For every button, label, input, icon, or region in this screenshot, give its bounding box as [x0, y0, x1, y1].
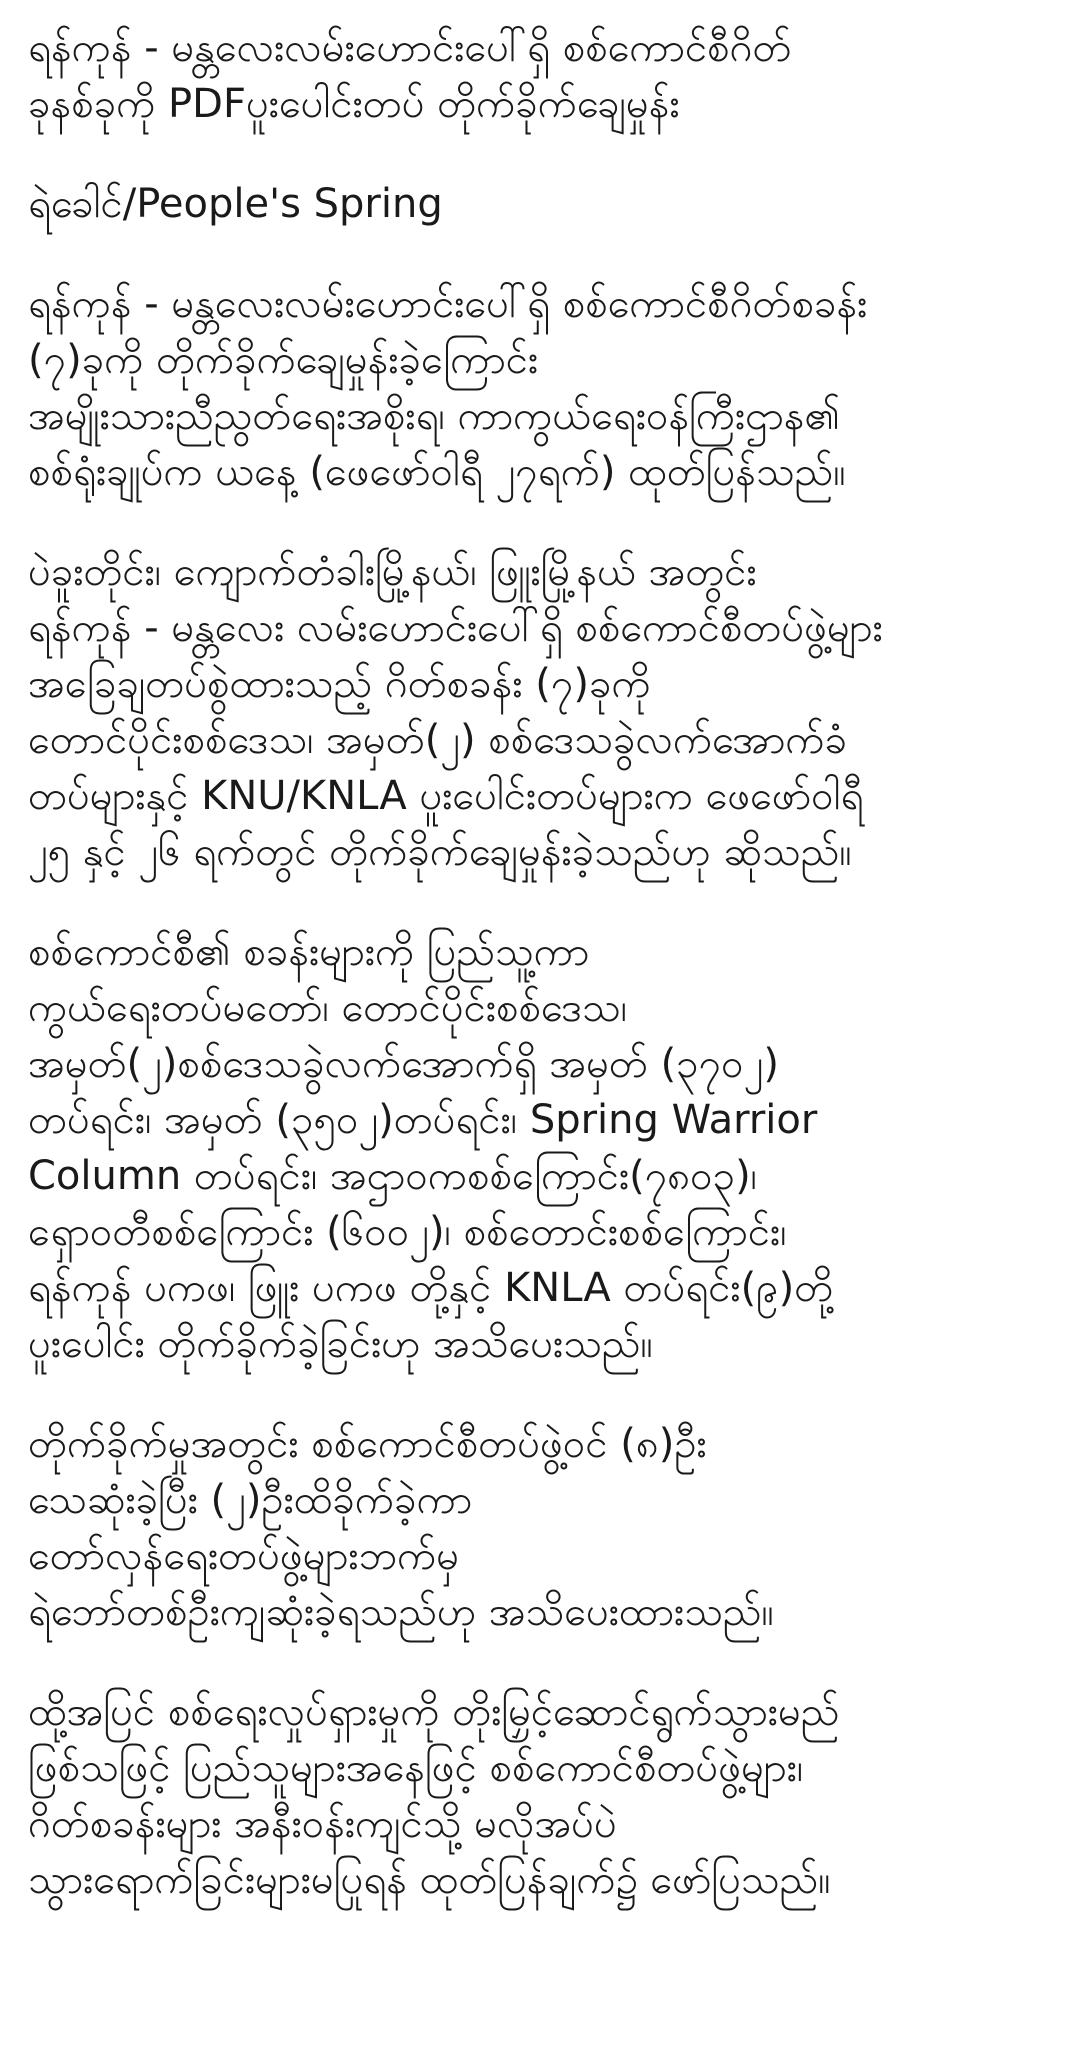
paragraph-line: ဖြစ်သဖြင့် ပြည်သူများအနေဖြင့် စစ်ကောင်စီတပ်ဖွဲ့များ၊ [28, 1745, 804, 1791]
paragraph-line: ကွယ်ရေးတပ်မတော်၊ တောင်ပိုင်းစစ်ဒေသ၊ [28, 985, 628, 1031]
paragraph-line: အခြေချတပ်စွဲထားသည့် ဂိတ်စခန်း (၇)ခုကို [28, 661, 651, 707]
paragraph-line: တော်လှန်ရေးတပ်ဖွဲ့များဘက်မှ [28, 1533, 460, 1579]
paragraph-line: စစ်ရုံးချုပ်က ယနေ့ (ဖေဖော်ဝါရီ ၂၇ရက်) ထုတ်ပြန်သည်။ [28, 449, 846, 495]
paragraph-line: ရန်ကုန် - မန္တလေး လမ်းဟောင်းပေါ်ရှိ စစ်ကောင်စီတပ်ဖွဲ့များ [28, 605, 883, 651]
paragraph-line: ထို့အပြင် စစ်ရေးလှုပ်ရှားမှုကို တိုးမြှင့်ဆောင်ရွက်သွားမည် [28, 1689, 840, 1735]
paragraph-4 [28, 1416, 1052, 1640]
headline-line: ရန်ကုန် - မန္တလေးလမ်းဟောင်းပေါ်ရှိ စစ်ကောင်စီဂိတ် [28, 25, 792, 71]
paragraph-line: စစ်ကောင်စီ၏ စခန်းများကို ပြည်သူ့ကာ [28, 929, 590, 975]
paragraph-line: သေဆုံးခဲ့ပြီး (၂)ဦးထိခိုက်ခဲ့ကာ [28, 1477, 473, 1523]
paragraph-line: ပူးပေါင်း တိုက်ခိုက်ခဲ့ခြင်းဟု အသိပေးသည်။ [28, 1321, 653, 1367]
paragraph-line: ဂိတ်စခန်းများ အနီးဝန်းကျင်သို့ မလိုအပ်ပဲ [28, 1801, 617, 1847]
article-headline [28, 20, 1052, 132]
paragraph-line: အမျိုးသားညီညွတ်ရေးအစိုးရ၊ ကာကွယ်ရေးဝန်ကြီးဌာန၏ [28, 393, 841, 439]
paragraph-line: အမှတ်(၂)စစ်ဒေသခွဲလက်အောက်ရှိ အမှတ် (၃၇၀၂) [28, 1041, 779, 1087]
paragraph-line: တောင်ပိုင်းစစ်ဒေသ၊ အမှတ်(၂) စစ်ဒေသခွဲလက်အောက်ခံ [28, 717, 848, 763]
paragraph-line: ၂၅ နှင့် ၂၆ ရက်တွင် တိုက်ခိုက်ချေမှုန်းခဲ့သည်ဟု ဆိုသည်။ [28, 829, 852, 875]
paragraph-line: ရှောဝတီစစ်ကြောင်း (၆၀၀၂)၊ စစ်တောင်းစစ်ကြောင်း၊ [28, 1209, 787, 1255]
paragraph-line: တပ်ရင်း၊ အမှတ် (၃၅၀၂)တပ်ရင်း၊ Spring Warrior [28, 1097, 818, 1143]
paragraph-2 [28, 544, 1052, 880]
headline-line: ခုနစ်ခုကို PDFပူးပေါင်းတပ် တိုက်ခိုက်ချေမှုန်း [28, 81, 680, 127]
paragraph-line: (၇)ခုကို တိုက်ခိုက်ချေမှုန်းခဲ့ကြောင်း [28, 337, 539, 383]
paragraph-line: ရဲဘော်တစ်ဦးကျဆုံးခဲ့ရသည်ဟု အသိပေးထားသည်။ [28, 1589, 774, 1635]
paragraph-1 [28, 276, 1052, 500]
paragraph-line: Column တပ်ရင်း၊ အဌာဝကစစ်ကြောင်း(၇၈၀၃)၊ [28, 1153, 758, 1199]
paragraph-line: ရန်ကုန် ပကဖ၊ ဖြူး ပကဖ တို့နှင့် KNLA တပ်ရင်း(၉)တို့ [28, 1265, 834, 1311]
article-byline [28, 176, 1052, 232]
paragraph-line: ရန်ကုန် - မန္တလေးလမ်းဟောင်းပေါ်ရှိ စစ်ကောင်စီဂိတ်စခန်း [28, 281, 868, 327]
paragraph-line: တိုက်ခိုက်မှုအတွင်း စစ်ကောင်စီတပ်ဖွဲ့ဝင် (၈)ဦး [28, 1421, 707, 1467]
paragraph-line: သွားရောက်ခြင်းများမပြုရန် ထုတ်ပြန်ချက်၌ ဖော်ပြသည်။ [28, 1857, 831, 1903]
paragraph-5 [28, 1684, 1052, 1908]
byline-text: ရဲခေါင်/People's Spring [28, 181, 443, 227]
paragraph-line: ပဲခူးတိုင်း၊ ကျောက်တံခါးမြို့နယ်၊ ဖြူးမြို့နယ် အတွင်း [28, 549, 757, 595]
paragraph-line: တပ်များနှင့် KNU/KNLA ပူးပေါင်းတပ်များက ဖေဖော်ဝါရီ [28, 773, 864, 819]
paragraph-3 [28, 924, 1052, 1372]
